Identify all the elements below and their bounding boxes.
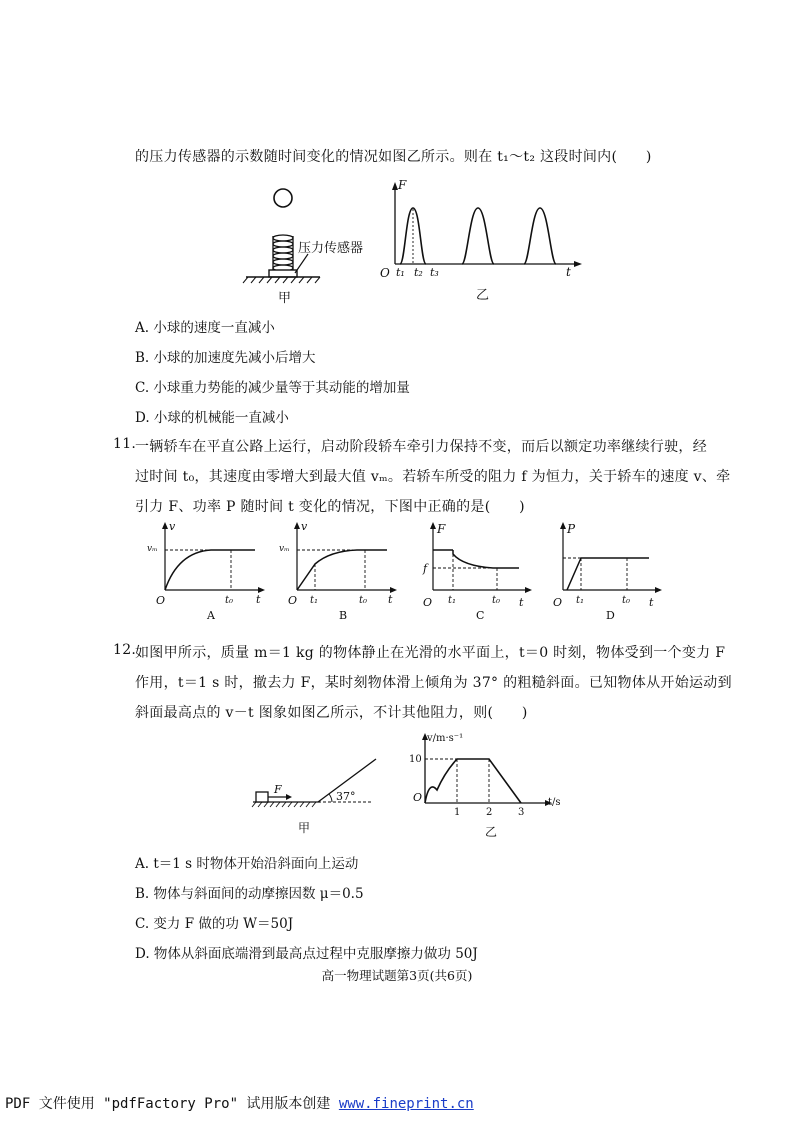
a-x-label: t xyxy=(256,593,261,606)
force-label: F xyxy=(274,783,282,796)
sensor-label: 压力传感器 xyxy=(298,241,364,256)
q11-graph-d xyxy=(545,520,670,622)
sensor-base xyxy=(269,270,297,277)
angle-label: 37° xyxy=(336,790,356,803)
origin-label: O xyxy=(380,266,390,280)
ground-hatch xyxy=(252,802,316,807)
q10-stem-end: 的压力传感器的示数随时间变化的情况如图乙所示。则在 t₁～t₂ 这段时间内( ) xyxy=(135,149,652,165)
q12-option-b: B. 物体与斜面间的动摩擦因数 μ＝0.5 xyxy=(135,886,364,902)
q12-option-a: A. t＝1 s 时物体开始沿斜面向上运动 xyxy=(135,856,359,872)
d-y-label: P xyxy=(567,522,576,536)
x-tick-3: 3 xyxy=(518,807,525,818)
q11-graph-b xyxy=(275,520,400,622)
q10-option-a: A. 小球的速度一直减小 xyxy=(135,320,275,336)
b-level: vₘ xyxy=(279,544,290,554)
x-tick-1: 1 xyxy=(454,807,461,818)
q12-jia-caption: 甲 xyxy=(298,821,311,835)
q11-line3: 引力 F、功率 P 随时间 t 变化的情况，下图中正确的是( ) xyxy=(135,499,525,515)
fig-jia-caption: 甲 xyxy=(278,291,292,305)
c-tick-t0: t₀ xyxy=(492,595,501,606)
q11-number: 11. xyxy=(113,436,137,452)
axis-x-label: t xyxy=(566,265,571,279)
q12-figure-yi xyxy=(405,728,570,840)
c-tick-t1: t₁ xyxy=(448,595,457,606)
b-curve xyxy=(297,550,387,590)
c-x-label: t xyxy=(519,596,524,609)
tick-t2: t₂ xyxy=(414,266,423,279)
pdf-note-text: PDF 文件使用 "pdfFactory Pro" 试用版本创建 xyxy=(5,1096,339,1112)
c-curve xyxy=(453,550,519,568)
b-origin: O xyxy=(288,594,298,607)
spring-icon xyxy=(273,235,293,271)
d-origin: O xyxy=(553,596,563,609)
ball-icon xyxy=(274,189,292,207)
b-tick-t1: t₁ xyxy=(310,595,319,606)
q12-option-d: D. 物体从斜面底端滑到最高点过程中克服摩擦力做功 50J xyxy=(135,946,478,962)
a-y-label: v xyxy=(169,520,176,533)
q12-line3: 斜面最高点的 v－t 图象如图乙所示，不计其他阻力，则( ) xyxy=(135,705,528,721)
q10-option-c: C. 小球重力势能的减少量等于其动能的增加量 xyxy=(135,380,410,396)
a-origin: O xyxy=(156,594,166,607)
q10-figure-yi xyxy=(378,176,588,306)
d-caption: D xyxy=(606,609,615,622)
b-x-label: t xyxy=(388,593,393,606)
d-curve xyxy=(567,558,649,590)
pulse-2 xyxy=(462,208,494,264)
b-caption: B xyxy=(339,609,348,622)
fineprint-link[interactable]: www.fineprint.cn xyxy=(338,1096,474,1112)
q12-yi-caption: 乙 xyxy=(485,825,498,839)
a-level: vₘ xyxy=(147,544,158,554)
c-y-label: F xyxy=(437,522,446,536)
x-axis-label: t/s xyxy=(548,797,561,808)
q10-option-b: B. 小球的加速度先减小后增大 xyxy=(135,350,316,366)
b-y-label: v xyxy=(301,520,308,533)
pulse-1 xyxy=(400,208,426,264)
q12-figure-jia xyxy=(248,752,388,842)
y-axis-label: v/m·s⁻¹ xyxy=(427,733,464,744)
y-tick-10: 10 xyxy=(409,754,422,765)
x-tick-2: 2 xyxy=(486,807,493,818)
q11-graph-a xyxy=(143,520,268,622)
tick-t3: t₃ xyxy=(430,266,439,279)
block xyxy=(256,792,268,802)
c-caption: C xyxy=(476,609,485,622)
c-level: f xyxy=(423,562,428,575)
a-caption: A xyxy=(207,609,215,622)
c-origin: O xyxy=(423,596,433,609)
d-tick-t0: t₀ xyxy=(622,595,631,606)
q12-line1: 如图甲所示，质量 m＝1 kg 的物体静止在光滑的水平面上，t＝0 时刻，物体受到一个变力 F xyxy=(135,645,726,661)
d-x-label: t xyxy=(649,596,654,609)
origin: O xyxy=(413,791,423,804)
axis-y-label: F xyxy=(398,178,407,192)
tick-t1: t₁ xyxy=(396,266,405,279)
q11-line2: 过时间 t₀，其速度由零增大到最大值 vₘ。若轿车所受的阻力 f 为恒力，关于轿车的速度 v、牵 xyxy=(135,469,731,485)
q10-figure-jia xyxy=(238,180,378,305)
page-footer: 高一物理试题第3页(共6页) xyxy=(321,968,473,983)
pulse-3 xyxy=(524,208,556,264)
a-curve xyxy=(165,550,255,590)
a-tick-t0: t₀ xyxy=(225,595,234,606)
fig-yi-caption: 乙 xyxy=(476,288,490,303)
q12-option-c: C. 变力 F 做的功 W＝50J xyxy=(135,916,294,932)
q12-number: 12. xyxy=(113,642,137,658)
b-tick-t0: t₀ xyxy=(359,595,368,606)
pdf-creator-note xyxy=(5,1093,474,1113)
q11-graph-c xyxy=(415,520,540,622)
q10-option-d: D. 小球的机械能一直减小 xyxy=(135,410,289,426)
vt-curve xyxy=(425,759,521,803)
d-tick-t1: t₁ xyxy=(576,595,585,606)
q12-line2: 作用，t＝1 s 时，撤去力 F，某时刻物体滑上倾角为 37° 的粗糙斜面。已知物体从开始运动到 xyxy=(135,675,732,691)
q11-line1: 一辆轿车在平直公路上运行，启动阶段轿车牵引力保持不变，而后以额定功率继续行驶，经 xyxy=(135,439,707,455)
ground-hatch xyxy=(243,277,320,283)
